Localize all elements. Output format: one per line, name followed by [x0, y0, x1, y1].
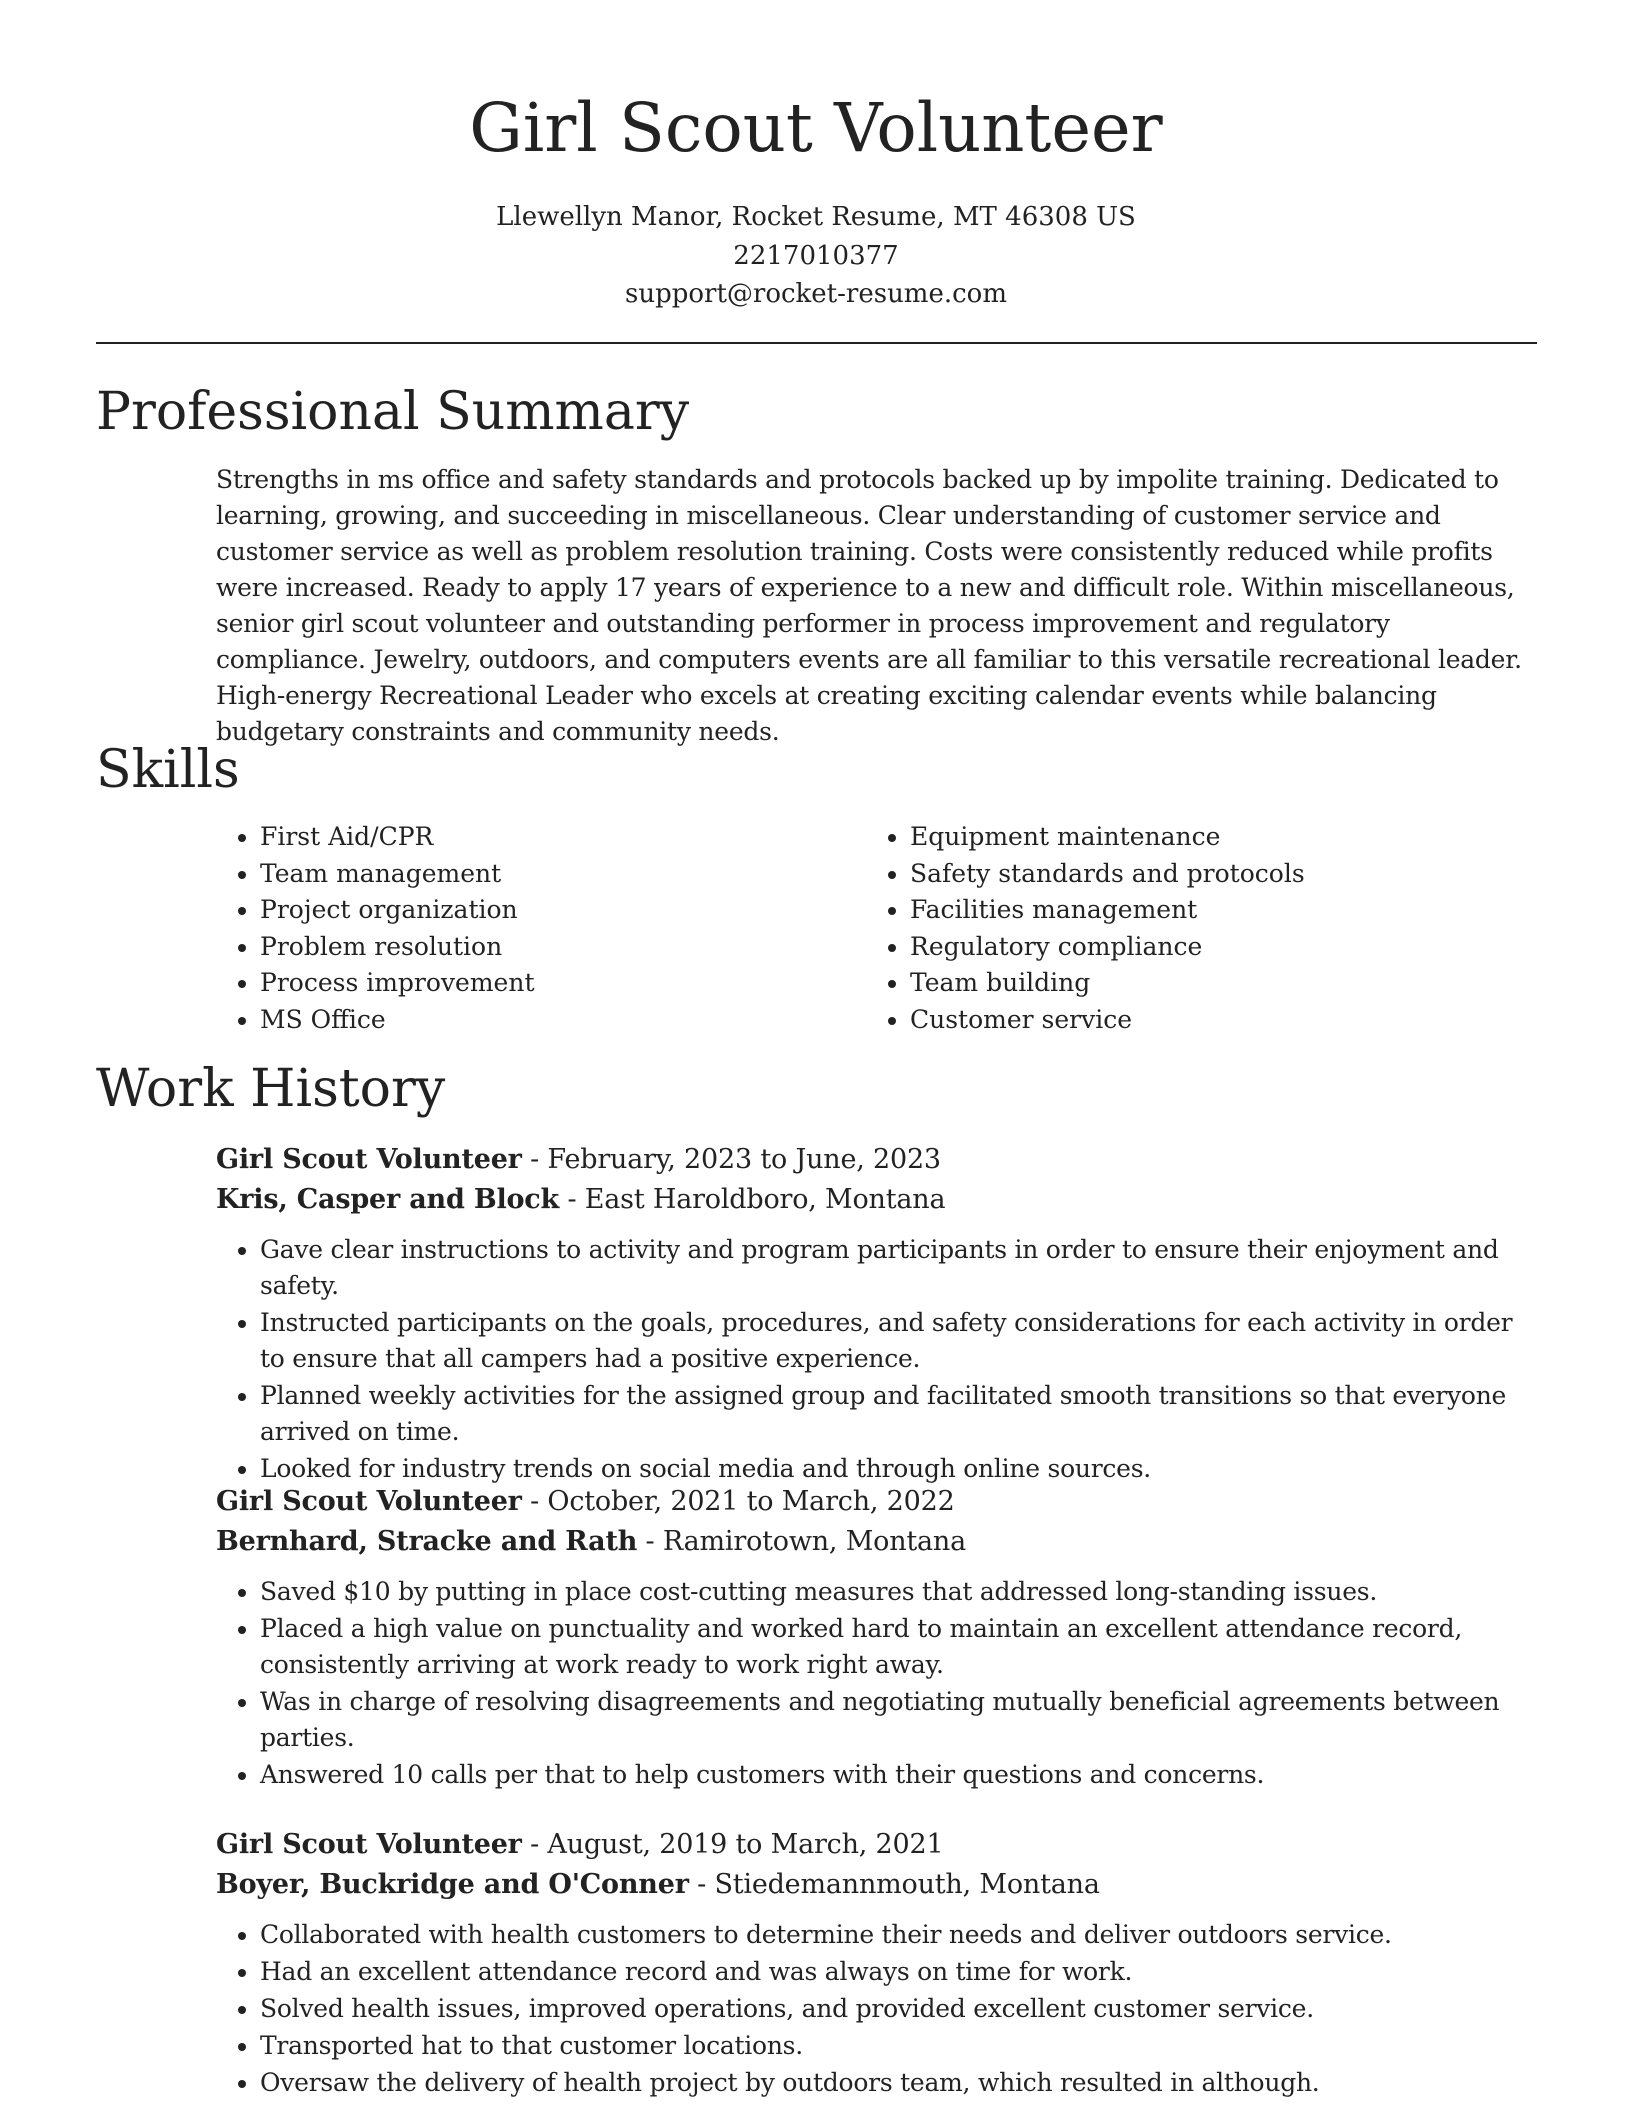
job-bullet: • Gave clear instructions to activity and program participants in order to ensure their enjoyment and safety. [260, 1232, 1541, 1304]
job-bullet: • Oversaw the delivery of health project by outdoors team, which resulted in although. [260, 2065, 1541, 2101]
contact-address: Llewellyn Manor, Rocket Resume, MT 46308 US [496, 202, 1136, 232]
skill-item: • First Aid/CPR [260, 819, 866, 856]
job-bullet: • Transported hat to that customer locations. [260, 2028, 1541, 2064]
skill-item: • Problem resolution [260, 929, 866, 966]
job-entry [216, 1482, 1541, 1794]
skill-item: • Team building [910, 965, 1516, 1002]
job-bullet: • Saved $10 by putting in place cost-cutting measures that addressed long-standing issues. [260, 1574, 1541, 1610]
job-entry [216, 1825, 1541, 2102]
job-dates: August, 2019 to March, 2021 [547, 1829, 944, 1860]
job-title-line: Girl Scout Volunteer - October, 2021 to March, 2022 [216, 1486, 955, 1517]
skill-item: • Project organization [260, 892, 866, 929]
job-title: Girl Scout Volunteer [216, 1144, 522, 1175]
skill-item: • MS Office [260, 1002, 866, 1039]
job-bullet: • Had an excellent attendance record and was always on time for work. [260, 1954, 1541, 1990]
section-title-skills: Skills [96, 740, 240, 800]
skill-item: • Equipment maintenance [910, 819, 1516, 856]
header-divider [96, 342, 1537, 344]
contact-email: support@rocket-resume.com [624, 279, 1007, 309]
resume-header [0, 0, 1632, 314]
job-bullet: • Placed a high value on punctuality and worked hard to maintain an excellent attendance record, consistently arriving at work ready to work right away. [260, 1611, 1541, 1683]
contact-phone: 2217010377 [733, 240, 899, 271]
job-dates: February, 2023 to June, 2023 [547, 1144, 941, 1175]
summary-text: Strengths in ms office and safety standards and protocols backed up by impolite training. Dedicated to learning, growing, and succeeding in miscellaneous. Clear understanding of customer service and customer service as well as problem resolution training. Costs were consistently reduced while profits were increased. Ready to apply 17 years of experience to a new and difficult role. Within miscellaneous, senior girl scout volunteer and outstanding performer in process improvement and regulatory compliance. Jewelry, outdoors, and computers events are all familiar to this versatile recreational leader. High-energy Recreational Leader who excels at creating exciting calendar events while balancing budgetary constraints and community needs. [216, 465, 1522, 746]
section-title-summary: Professional Summary [96, 382, 690, 442]
job-location: Stiedemannmouth, Montana [714, 1869, 1100, 1900]
job-bullet: • Answered 10 calls per that to help customers with their questions and concerns. [260, 1757, 1541, 1793]
skill-item: • Regulatory compliance [910, 929, 1516, 966]
candidate-name: Girl Scout Volunteer [469, 89, 1163, 167]
job-location: Ramirotown, Montana [662, 1526, 967, 1557]
job-title-line: Girl Scout Volunteer - February, 2023 to June, 2023 [216, 1144, 941, 1175]
skill-item: • Team management [260, 856, 866, 893]
skill-item: • Process improvement [260, 965, 866, 1002]
job-location: East Haroldboro, Montana [584, 1184, 946, 1215]
skills-column-right [866, 819, 1516, 1038]
contact-info [0, 198, 1632, 314]
job-bullet: • Was in charge of resolving disagreements and negotiating mutually beneficial agreements between parties. [260, 1684, 1541, 1756]
job-company-line: Boyer, Buckridge and O'Conner - Stiedemannmouth, Montana [216, 1869, 1100, 1900]
job-entry [216, 1140, 1541, 1488]
skills-list [216, 819, 1516, 1038]
job-title-line: Girl Scout Volunteer - August, 2019 to March, 2021 [216, 1829, 944, 1860]
section-title-work-history: Work History [96, 1059, 446, 1119]
job-dates: October, 2021 to March, 2022 [547, 1486, 955, 1517]
job-title: Girl Scout Volunteer [216, 1486, 522, 1517]
job-bullet: • Instructed participants on the goals, procedures, and safety considerations for each activity in order to ensure that all campers had a positive experience. [260, 1305, 1541, 1377]
job-company: Bernhard, Stracke and Rath [216, 1526, 638, 1557]
job-bullet: • Solved health issues, improved operations, and provided excellent customer service. [260, 1991, 1541, 2027]
job-bullets [216, 1917, 1541, 2101]
job-bullet: • Planned weekly activities for the assigned group and facilitated smooth transitions so that everyone arrived on time. [260, 1378, 1541, 1450]
job-bullet: • Collaborated with health customers to determine their needs and deliver outdoors service. [260, 1917, 1541, 1953]
job-bullets [216, 1574, 1541, 1793]
job-title: Girl Scout Volunteer [216, 1829, 522, 1860]
skill-item: • Facilities management [910, 892, 1516, 929]
job-bullets [216, 1232, 1541, 1487]
skills-column-left [216, 819, 866, 1038]
job-company: Boyer, Buckridge and O'Conner [216, 1869, 689, 1900]
job-company: Kris, Casper and Block [216, 1184, 560, 1215]
job-company-line: Bernhard, Stracke and Rath - Ramirotown, Montana [216, 1526, 967, 1557]
job-company-line: Kris, Casper and Block - East Haroldboro, Montana [216, 1184, 946, 1215]
skill-item: • Customer service [910, 1002, 1516, 1039]
skill-item: • Safety standards and protocols [910, 856, 1516, 893]
job-bullet: • Looked for industry trends on social media and through online sources. [260, 1451, 1541, 1487]
